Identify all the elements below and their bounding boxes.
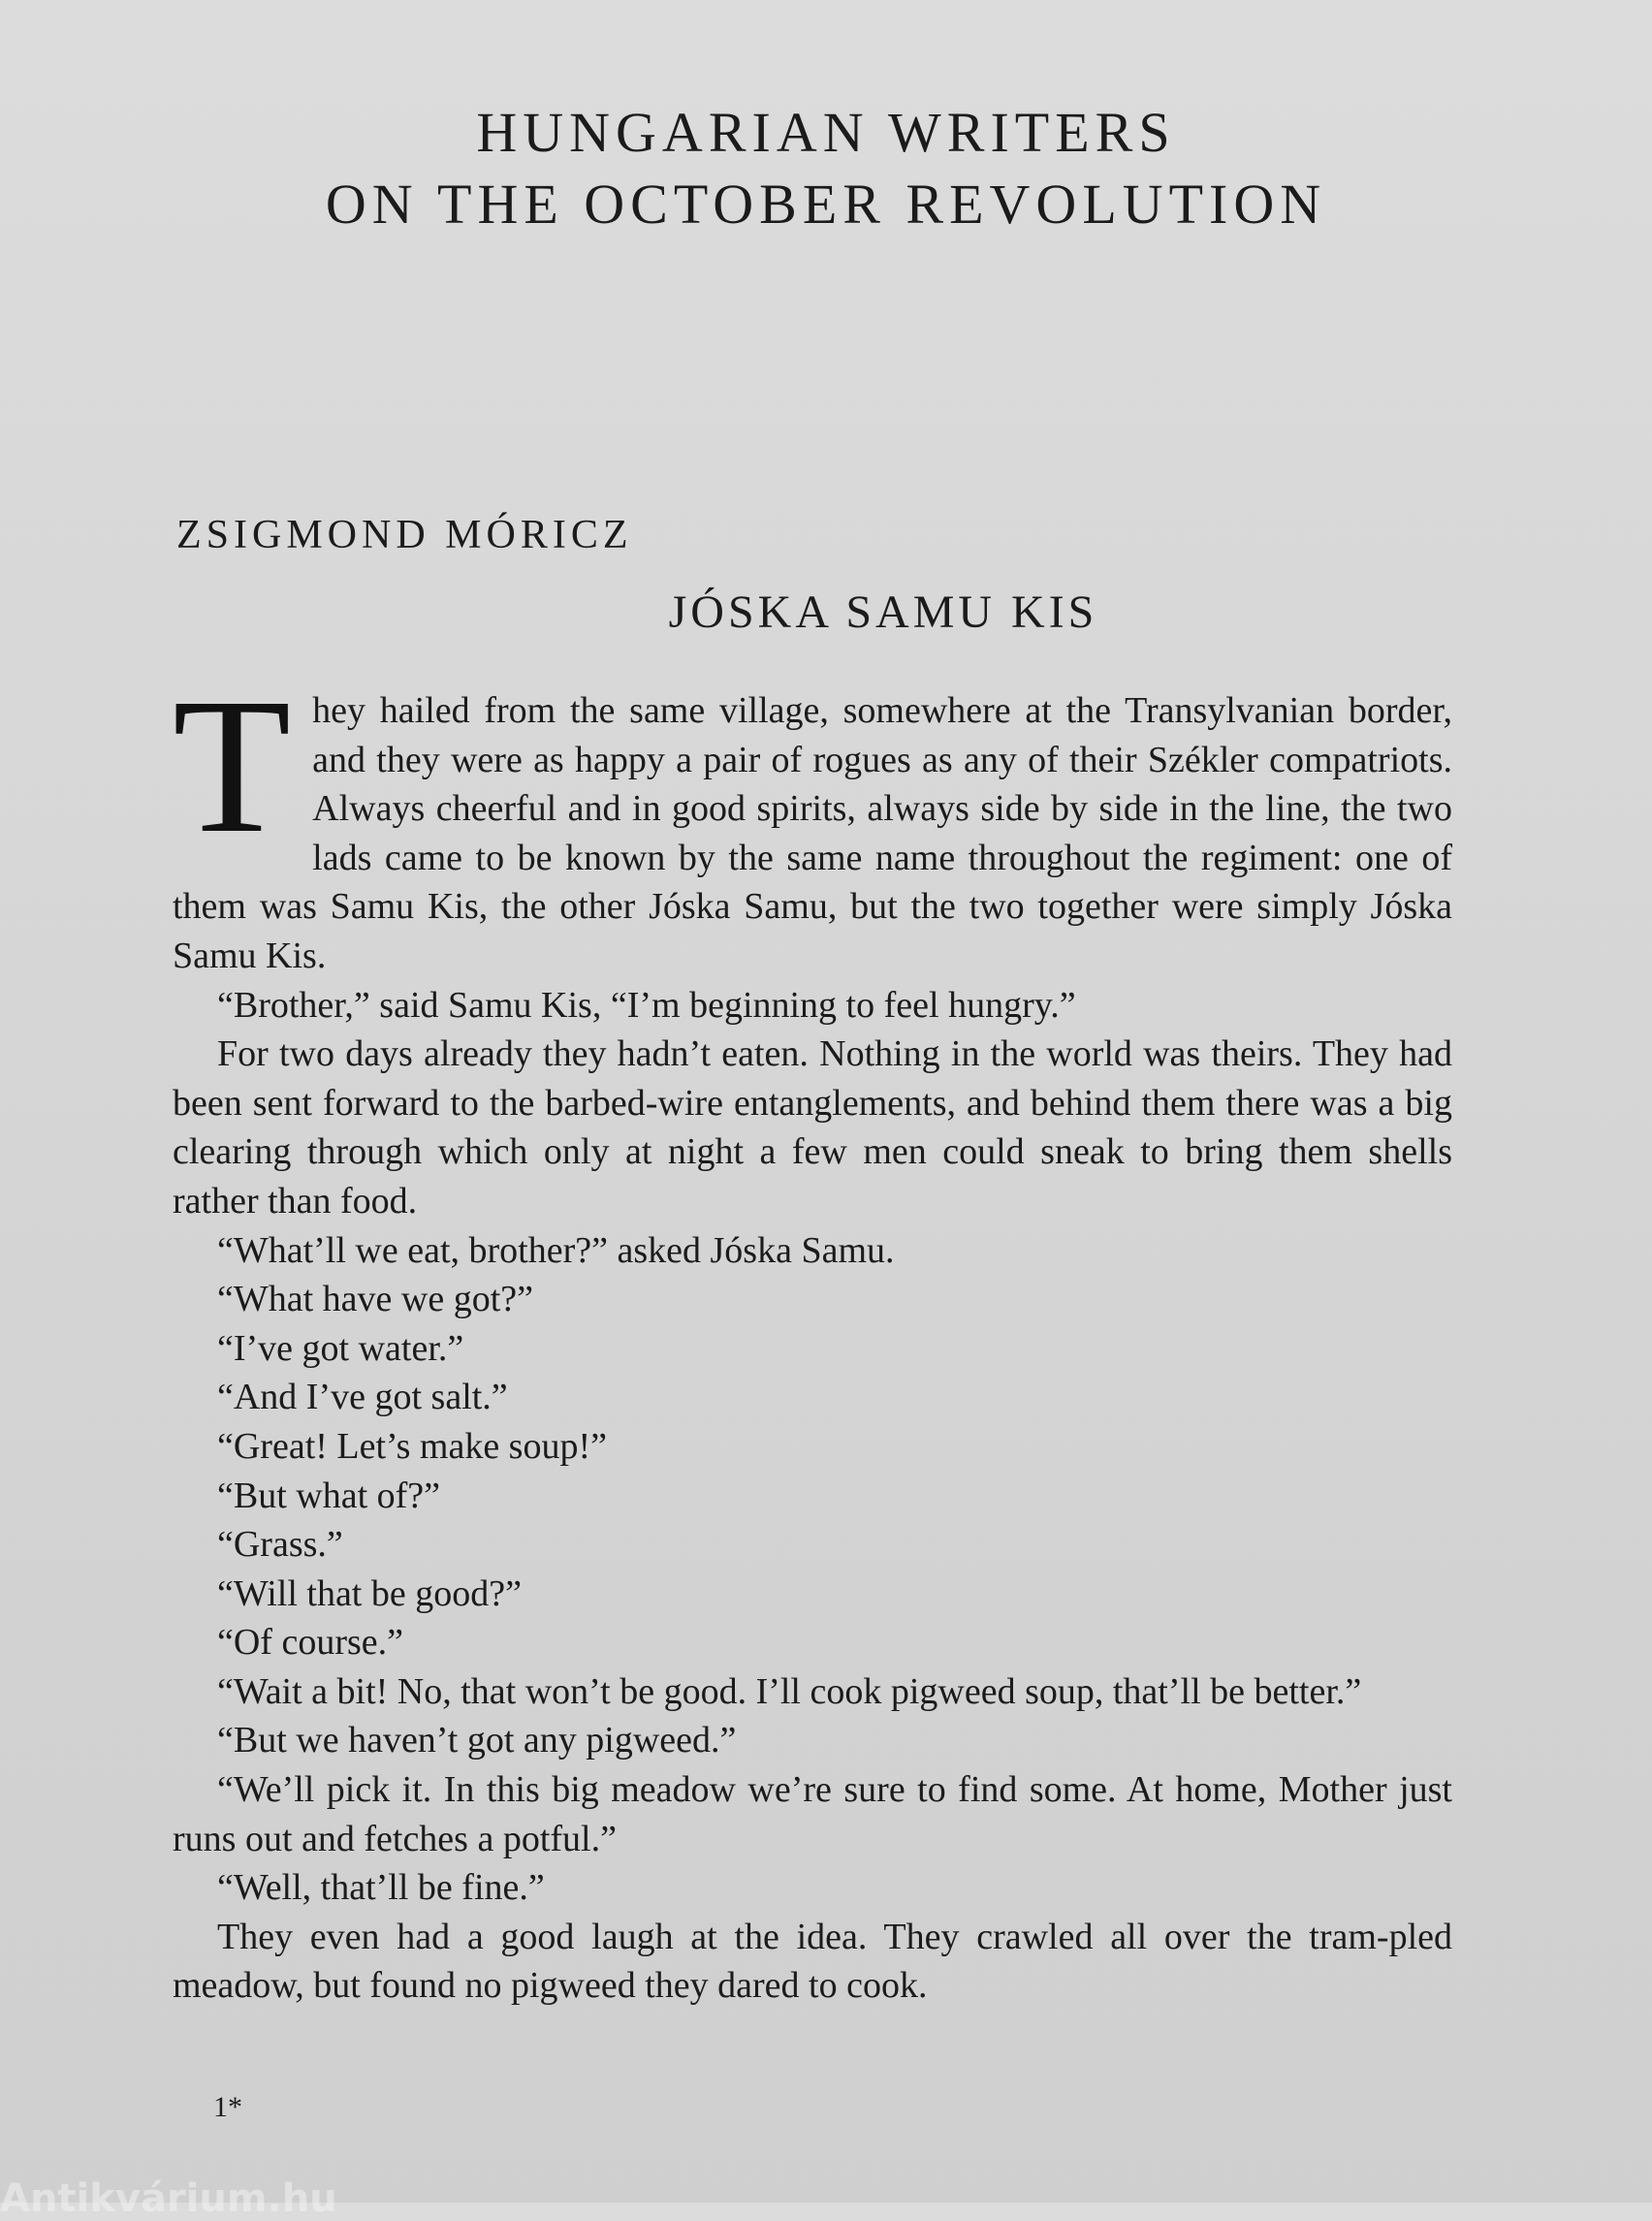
story-body <box>173 659 1452 2011</box>
paragraph: “Of course.” <box>217 1622 404 1664</box>
paragraph: “What have we got?” <box>217 1279 533 1320</box>
paragraph: “But we haven’t got any pigweed.” <box>217 1720 737 1761</box>
page-number: 1* <box>213 2091 242 2123</box>
title-line-1: HUNGARIAN WRITERS <box>476 101 1176 164</box>
paragraph: “What’ll we eat, brother?” asked Jóska Samu. <box>217 1229 895 1271</box>
page-title <box>0 97 1652 240</box>
story-title: JÓSKA SAMU KIS <box>668 587 1098 638</box>
paragraph: “Will that be good?” <box>217 1572 522 1614</box>
first-paragraph-text: hey hailed from the same village, somewhere at the Transylvanian border, and they were as happy a pair of rogues as any of their Székler compatriots. Always cheerful and in good spirits, always side by side in the line, the two lads came to be known by the same name throughout the regiment: one of them was Samu Kis, the other Jóska Samu, but the two together were simply Jóska Samu Kis. <box>173 690 1452 976</box>
paragraph: “I’ve got water.” <box>217 1327 464 1369</box>
paragraph: “Grass.” <box>217 1524 343 1566</box>
paragraph: “Great! Let’s make soup!” <box>217 1425 607 1467</box>
paragraph: “We’ll pick it. In this big meadow we’re sure to find some. At home, Mother just runs out and fetches a potful.” <box>173 1769 1452 1859</box>
paragraph: “But what of?” <box>217 1475 441 1516</box>
paragraph: “Wait a bit! No, that won’t be good. I’ll cook pigweed soup, that’ll be better.” <box>217 1670 1362 1712</box>
paragraph: “Well, that’ll be fine.” <box>217 1867 545 1909</box>
drop-cap: T <box>173 659 292 873</box>
title-line-2: ON THE OCTOBER REVOLUTION <box>325 173 1327 236</box>
paragraph: They even had a good laugh at the idea. They crawled all over the tram-pled meadow, but found no pigweed they dared to cook. <box>173 1916 1452 2007</box>
paragraph: “Brother,” said Samu Kis, “I’m beginning to feel hungry.” <box>217 984 1076 1026</box>
paragraph: For two days already they hadn’t eaten. Nothing in the world was theirs. They had been sent forward to the barbed-wire entanglements, and behind them there was a big clearing through which only at night a few men could sneak to bring them shells rather than food. <box>173 1033 1452 1222</box>
author-name: ZSIGMOND MÓRICZ <box>176 513 633 557</box>
watermark: Antikvárium.hu <box>0 2176 337 2221</box>
first-paragraph <box>173 659 1452 981</box>
paragraph: “And I’ve got salt.” <box>217 1377 508 1418</box>
